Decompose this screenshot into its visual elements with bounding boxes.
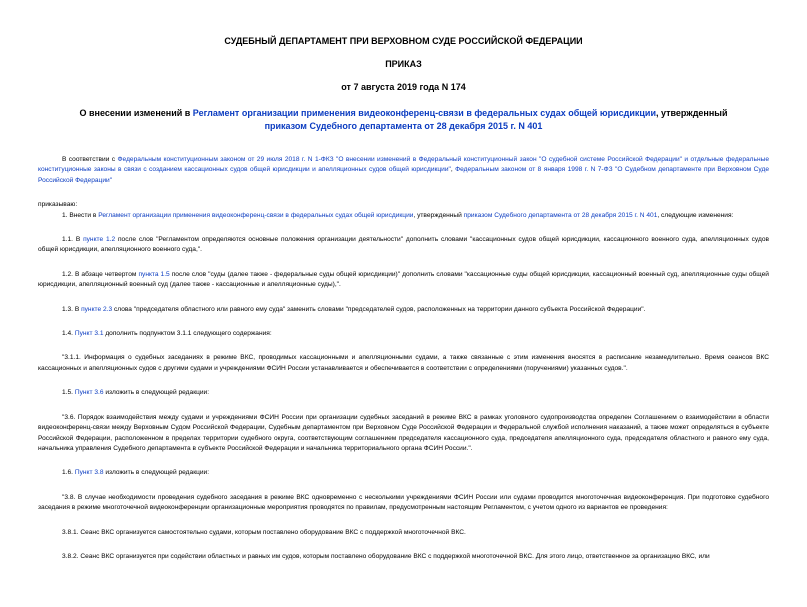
text: 1.4.	[62, 330, 75, 338]
link-point-1-5[interactable]: пункта 1.5	[138, 270, 170, 278]
document-type-heading: ПРИКАЗ	[385, 59, 422, 69]
text: ,	[450, 166, 456, 174]
link-fkz[interactable]: Федеральным конституционным законом от 29 июля 2018 г. N 1-ФКЗ "О внесении изменений в Федеральный конституционный закон "О судебной системе Российской Федерации" и отдельные федеральные конституционные законы в связи с созданием кассационных судов общей юрисдикции и апелляционных судов общей юрисдикции"	[38, 156, 769, 174]
link-point-3-1[interactable]: Пункт 3.1	[74, 330, 104, 338]
paragraph-1-3	[38, 305, 769, 315]
link-point-1-2[interactable]: пункте 1.2	[83, 236, 116, 244]
paragraph-1-2	[38, 270, 769, 291]
paragraph-1-1	[38, 235, 769, 256]
text: 1.3. В	[62, 305, 82, 313]
link-point-2-3[interactable]: пункте 2.3	[81, 305, 113, 313]
text: , следующие изменения:	[657, 211, 734, 219]
paragraph-3-8-1: 3.8.1. Сеанс ВКС организуется самостоятельно судами, которым поставлено оборудование ВКС с поддержкой многоточечной ВКС.	[62, 528, 466, 536]
text: 1.6.	[62, 469, 75, 477]
paragraph-3-6: "3.6. Порядок взаимодействия между судами и учреждениями ФСИН России при организации судебных заседаний в режиме ВКС в рамках уголовного судопроизводства определен Соглашением о взаимодействии в области видеоконференц-связи между Верховным Судом Российской Федерации, Судебным департаментом при Верховном Суде Российской Федерации и Федеральной службой исполнения наказаний, а также может определяться в субъекте Российской Федерации, расположенном в пределах территории судебного округа, соответствующим соглашением председателя кассационного суда, председателя апелляционного суда, председателя областного и равного ему суда, начальника управления Судебного департамента в субъекте Российской Федерации и начальника территориального органа ФСИН России.".	[38, 413, 769, 452]
document-title	[68, 107, 739, 133]
paragraph-1-5	[38, 388, 769, 398]
paragraph-order: приказываю:	[38, 201, 78, 209]
link-order-401[interactable]: приказом Судебного департамента от 28 декабря 2015 г. N 401	[463, 211, 658, 219]
text: , утвержденный	[413, 211, 464, 219]
text: слова "председателя областного или равного ему суда" заменить словами "председателей судов, расположенных на территории данного субъекта Российской Федерации".	[112, 305, 646, 313]
link-fz[interactable]: Федеральным законом от 8 января 1998 г. N 7-ФЗ "О Судебном департаменте при Верховном Суде Российской Федерации"	[38, 166, 769, 184]
link-point-3-6[interactable]: Пункт 3.6	[74, 389, 104, 397]
title-link-reglament[interactable]: Регламент организации применения видеоконференц-связи в федеральных судах общей юрисдикции	[192, 108, 656, 118]
text: после слов "суды (далее также - федеральные суды общей юрисдикции)" дополнить словами "кассационные суды общей юрисдикции, кассационный военный суд, апелляционные суды общей юрисдикции, апелляционный военный суд (далее также - кассационные и апелляционные суды),".	[38, 270, 769, 289]
paragraph-intro	[38, 155, 769, 186]
document-date-heading: от 7 августа 2019 года N 174	[341, 82, 466, 92]
paragraph-3-8: "3.8. В случае необходимости проведения судебного заседания в режиме ВКС одновременно с несколькими учреждениями ФСИН России или судами проводится многоточечная видеоконференция. При подготовке судебного заседания в режиме многоточечной видеоконференции организационные мероприятия проводятся по правилам, предусмотренным настоящим Регламентом, с учетом одного из вариантов ее проведения:	[38, 493, 769, 512]
link-reglament[interactable]: Регламент организации применения видеоконференц-связи в федеральных судах общей юрисдикции	[98, 211, 414, 219]
paragraph-1-4	[38, 329, 769, 339]
paragraph-3-8-2: 3.8.2. Сеанс ВКС организуется при содействии областных и равных им судов, которым поставлено оборудование ВКС с поддержкой многоточечной ВКС. Для этого лицо, ответственное за организацию ВКС, или	[62, 552, 710, 560]
paragraph-3-1-1: "3.1.1. Информация о судебных заседаниях в режиме ВКС, проводимых кассационными и апелляционными судами, а также связанные с этим изменения вносятся в расписание незамедлительно. Время сеансов ВКС кассационных и апелляционных судов с другими судами и учреждениями ФСИН России устанавливается и обеспечивается в соответствии с определениями (поручениями) указанных судов.".	[38, 354, 769, 372]
paragraph-1	[38, 211, 769, 221]
title-link-order[interactable]: приказом Судебного департамента от 28 декабря 2015 г. N 401	[264, 121, 543, 131]
issuer-heading: СУДЕБНЫЙ ДЕПАРТАМЕНТ ПРИ ВЕРХОВНОМ СУДЕ РОССИЙСКОЙ ФЕДЕРАЦИИ	[224, 36, 583, 46]
text: 1. Внести в	[62, 211, 99, 219]
text: изложить в следующей редакции:	[103, 389, 210, 397]
text: В соответствии с	[62, 156, 118, 163]
document-page	[0, 36, 807, 607]
text: после слов "Регламентом определяются основные положения организации деятельности" дополнить словами "кассационных судов общей юрисдикции, кассационного военного суда, апелляционных судов общей юрисдикции, апелляционного военного суда,".	[38, 236, 769, 254]
text: 1.5.	[62, 389, 75, 397]
paragraph-1-6	[38, 468, 769, 478]
text: изложить в следующей редакции:	[103, 469, 210, 477]
text: дополнить подпунктом 3.1.1 следующего содержания:	[103, 330, 272, 338]
link-point-3-8[interactable]: Пункт 3.8	[74, 469, 104, 477]
text: 1.2. В абзаце четвертом	[62, 270, 139, 278]
title-text: О внесении изменений в	[79, 108, 193, 118]
title-text: , утвержденный	[655, 108, 728, 118]
text: 1.1. В	[62, 236, 84, 244]
